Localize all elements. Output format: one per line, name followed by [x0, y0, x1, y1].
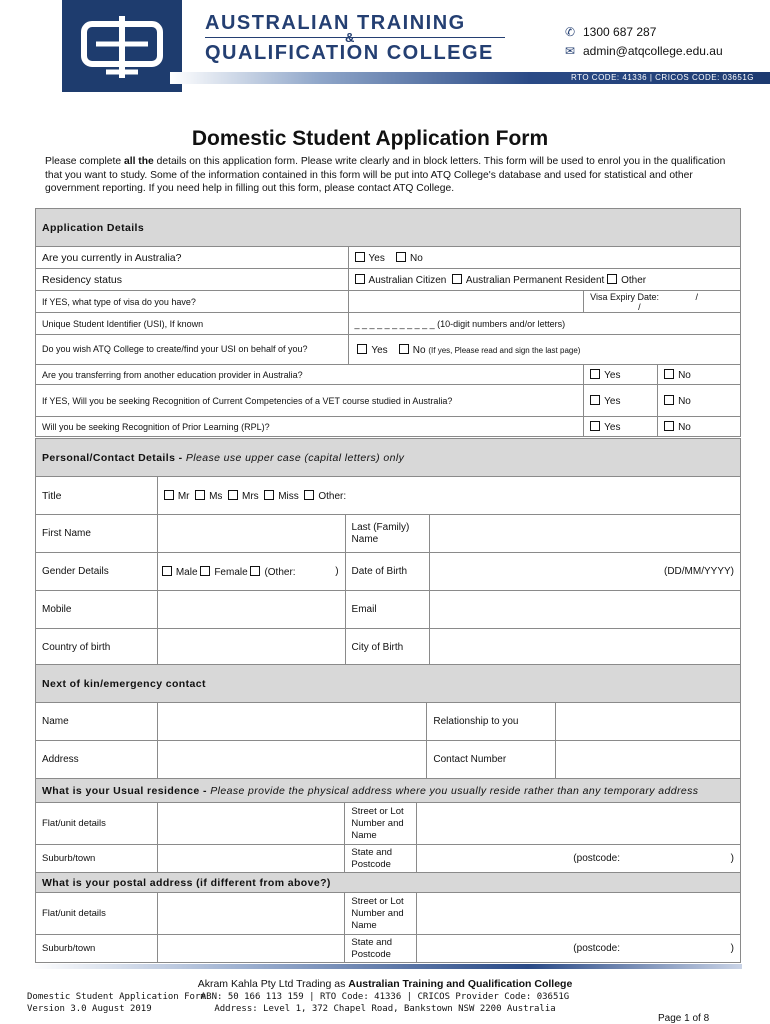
- postal-address-table: [35, 872, 741, 963]
- miss-checkbox[interactable]: [264, 490, 274, 500]
- visa-type-field[interactable]: [348, 291, 584, 313]
- section-usual-residence: [36, 779, 741, 803]
- rpl-yes-checkbox[interactable]: [590, 421, 600, 431]
- phone-icon: ✆: [565, 25, 576, 39]
- brand-ampersand: &: [345, 30, 355, 45]
- usual-flat-field[interactable]: [157, 803, 345, 845]
- phone-number: 1300 687 287: [583, 25, 657, 39]
- postal-suburb-field[interactable]: [157, 935, 345, 963]
- rcc-yes-checkbox[interactable]: [590, 395, 600, 405]
- kin-name-field[interactable]: [157, 703, 427, 741]
- phone-contact: [565, 25, 656, 39]
- section-next-of-kin: Next of kin/emergency contact: [36, 665, 741, 703]
- other-gender-checkbox[interactable]: [250, 566, 260, 576]
- usual-street-label: Street or Lot Number and Name: [345, 803, 417, 845]
- title-label: Title: [36, 477, 158, 515]
- application-details-table: [35, 208, 741, 437]
- in-australia-no-checkbox[interactable]: [396, 252, 406, 262]
- dob-format: (DD/MM/YYYY): [664, 566, 734, 577]
- ms-label: Ms: [209, 490, 223, 502]
- yes-label: Yes: [604, 395, 621, 407]
- mr-label: Mr: [177, 490, 190, 502]
- city-field[interactable]: [430, 629, 741, 667]
- footer-form-name: Domestic Student Application Form: [27, 992, 206, 1002]
- date-slash-2: /: [638, 301, 641, 312]
- female-checkbox[interactable]: [200, 566, 210, 576]
- no-label: No: [678, 395, 691, 407]
- male-checkbox[interactable]: [162, 566, 172, 576]
- page-header: [0, 0, 770, 92]
- usi-create-no-checkbox[interactable]: [399, 344, 409, 354]
- yes-label: Yes: [604, 369, 621, 381]
- postal-flat-field[interactable]: [157, 893, 345, 935]
- citizen-label: Australian Citizen: [368, 274, 447, 286]
- personal-details-table: [35, 438, 741, 667]
- permanent-resident-checkbox[interactable]: [452, 274, 462, 284]
- usual-state-field[interactable]: [417, 845, 741, 873]
- postal-postcode-close: ): [730, 943, 734, 954]
- male-label: Male: [175, 566, 198, 578]
- rcc-no-checkbox[interactable]: [664, 395, 674, 405]
- kin-address-label: Address: [36, 741, 158, 779]
- usi-note: (If yes, Please read and sign the last page): [428, 345, 581, 355]
- usual-postcode-label: (postcode:: [573, 853, 620, 864]
- first-name-field[interactable]: [157, 515, 345, 553]
- rpl-no-checkbox[interactable]: [664, 421, 674, 431]
- email-contact: [565, 44, 723, 58]
- no-label: No: [410, 252, 423, 264]
- mrs-checkbox[interactable]: [228, 490, 238, 500]
- other-label: Other: [621, 274, 647, 286]
- rpl-no: [658, 417, 741, 437]
- transfer-no-checkbox[interactable]: [664, 369, 674, 379]
- visa-expiry-field[interactable]: [584, 291, 741, 313]
- relationship-field[interactable]: [556, 703, 741, 741]
- miss-label: Miss: [278, 490, 299, 502]
- yes-label: Yes: [368, 252, 385, 264]
- mr-checkbox[interactable]: [164, 490, 174, 500]
- residency-options: [348, 269, 740, 291]
- intro-text: [45, 155, 735, 196]
- usual-suburb-field[interactable]: [157, 845, 345, 873]
- postal-street-label: Street or Lot Number and Name: [345, 893, 417, 935]
- usual-flat-label: Flat/unit details: [36, 803, 158, 845]
- citizen-checkbox[interactable]: [355, 274, 365, 284]
- postal-state-field[interactable]: [417, 935, 741, 963]
- in-australia-options: [348, 247, 740, 269]
- transfer-label: Are you transferring from another education provider in Australia?: [36, 365, 584, 385]
- personal-section-title: Personal/Contact Details -: [42, 451, 186, 464]
- in-australia-yes-checkbox[interactable]: [355, 252, 365, 262]
- mobile-field[interactable]: [157, 591, 345, 629]
- section-postal-address: What is your postal address (if different from above?): [36, 873, 741, 893]
- usual-section-note: Please provide the physical address where you usually reside rather than any temporary address: [210, 784, 699, 797]
- next-of-kin-table: [35, 664, 741, 779]
- date-slash-1: /: [695, 291, 699, 302]
- pr-label: Australian Permanent Resident: [465, 274, 605, 286]
- section-personal-details: [36, 439, 741, 477]
- usual-residence-table: [35, 778, 741, 873]
- gender-options: [157, 553, 345, 591]
- other-gender-close: ): [335, 565, 339, 577]
- yes-label: Yes: [604, 421, 621, 433]
- footer-address: Address: Level 1, 372 Chapel Road, Bankstown NSW 2200 Australia: [214, 1004, 556, 1014]
- footer-company-pre: Akram Kahla Pty Ltd Trading as: [197, 978, 349, 990]
- brand-divider: [205, 37, 505, 38]
- usi-create-yes-checkbox[interactable]: [357, 344, 367, 354]
- relationship-label: Relationship to you: [427, 703, 556, 741]
- no-label: No: [678, 369, 691, 381]
- brand-name-line1: AUSTRALIAN TRAINING: [205, 12, 466, 34]
- dob-field[interactable]: [430, 553, 741, 591]
- postal-state-label: State and Postcode: [345, 935, 417, 963]
- other-title-checkbox[interactable]: [304, 490, 314, 500]
- postal-street-field[interactable]: [417, 893, 741, 935]
- form-title: Domestic Student Application Form: [191, 127, 549, 150]
- last-name-label: Last (Family) Name: [345, 515, 430, 553]
- title-options: [157, 477, 740, 515]
- mobile-label: Mobile: [36, 591, 158, 629]
- no-label: No: [678, 421, 691, 433]
- email-label: Email: [345, 591, 430, 629]
- footer-company: [0, 978, 770, 990]
- footer-bar: [30, 964, 742, 969]
- intro-post: details on this application form. Please write clearly and in block letters. This form will be used to enrol you in the qualification that you want to study. Some of the information contained in this form will be put into ATQ College's database and used for statistical and other government reporting. If you need help in filling out this form, please contact ATQ College.: [45, 156, 726, 194]
- usual-state-label: State and Postcode: [345, 845, 417, 873]
- other-gender-label: (Other:: [264, 566, 296, 578]
- gender-label: Gender Details: [36, 553, 158, 591]
- country-label: Country of birth: [36, 629, 158, 667]
- rcc-label: If YES, Will you be seeking Recognition of Current Competencies of a VET course studied in Australia?: [36, 385, 584, 417]
- college-crest-icon: [76, 14, 168, 80]
- contact-number-field[interactable]: [556, 741, 741, 779]
- section-application-details: Application Details: [36, 209, 741, 247]
- usi-create-label: Do you wish ATQ College to create/find your USI on behalf of you?: [36, 335, 349, 365]
- no-label: No: [412, 344, 426, 356]
- postal-suburb-label: Suburb/town: [36, 935, 158, 963]
- postal-flat-label: Flat/unit details: [36, 893, 158, 935]
- email-field[interactable]: [430, 591, 741, 629]
- visa-type-label: If YES, what type of visa do you have?: [36, 291, 349, 313]
- usi-field[interactable]: _ _ _ _ _ _ _ _ _ _ _ (10-digit numbers and/or letters): [348, 313, 740, 335]
- mrs-label: Mrs: [241, 490, 259, 502]
- kin-name-label: Name: [36, 703, 158, 741]
- visa-expiry-label: Visa Expiry Date:: [590, 291, 660, 302]
- ms-checkbox[interactable]: [195, 490, 205, 500]
- college-logo: [62, 0, 182, 92]
- footer-abn: ABN: 50 166 113 159 | RTO Code: 41336 | CRICOS Provider Code: 03651G: [200, 992, 570, 1002]
- footer-version: Version 3.0 August 2019: [27, 1004, 152, 1014]
- brand-name-line2: QUALIFICATION COLLEGE: [205, 42, 494, 64]
- postal-postcode-label: (postcode:: [573, 943, 620, 954]
- other-title-label: Other:: [318, 490, 347, 502]
- usi-label: Unique Student Identifier (USI), If known: [36, 313, 349, 335]
- intro-pre: Please complete: [45, 156, 124, 167]
- country-field[interactable]: [157, 629, 345, 667]
- usual-street-field[interactable]: [417, 803, 741, 845]
- residency-label: Residency status: [36, 269, 349, 291]
- dob-label: Date of Birth: [345, 553, 430, 591]
- personal-section-note: Please use upper case (capital letters) only: [185, 451, 405, 464]
- rcc-no: [658, 385, 741, 417]
- rcc-yes: [584, 385, 658, 417]
- transfer-no: [658, 365, 741, 385]
- rpl-yes: [584, 417, 658, 437]
- kin-address-field[interactable]: [157, 741, 427, 779]
- page-number: Page 1 of 8: [658, 1013, 710, 1024]
- city-label: City of Birth: [345, 629, 430, 667]
- usual-postcode-close: ): [730, 853, 734, 864]
- intro-bold: all the: [124, 156, 154, 167]
- footer-company-bold: Australian Training and Qualification College: [348, 978, 573, 990]
- rto-cricos-codes: RTO CODE: 41336 | CRICOS CODE: 03651G: [570, 73, 754, 82]
- female-label: Female: [214, 566, 248, 578]
- rpl-label: Will you be seeking Recognition of Prior Learning (RPL)?: [36, 417, 584, 437]
- transfer-yes: [584, 365, 658, 385]
- last-name-field[interactable]: [430, 515, 741, 553]
- usual-suburb-label: Suburb/town: [36, 845, 158, 873]
- codes-bar: [170, 72, 770, 84]
- usual-section-title: What is your Usual residence -: [42, 784, 211, 797]
- other-residency-checkbox[interactable]: [607, 274, 617, 284]
- yes-label: Yes: [371, 344, 388, 356]
- envelope-icon: ✉: [565, 44, 576, 58]
- email-address: admin@atqcollege.edu.au: [583, 44, 723, 58]
- contact-number-label: Contact Number: [427, 741, 556, 779]
- in-australia-label: Are you currently in Australia?: [36, 247, 349, 269]
- first-name-label: First Name: [36, 515, 158, 553]
- usi-create-options: [348, 335, 740, 365]
- transfer-yes-checkbox[interactable]: [590, 369, 600, 379]
